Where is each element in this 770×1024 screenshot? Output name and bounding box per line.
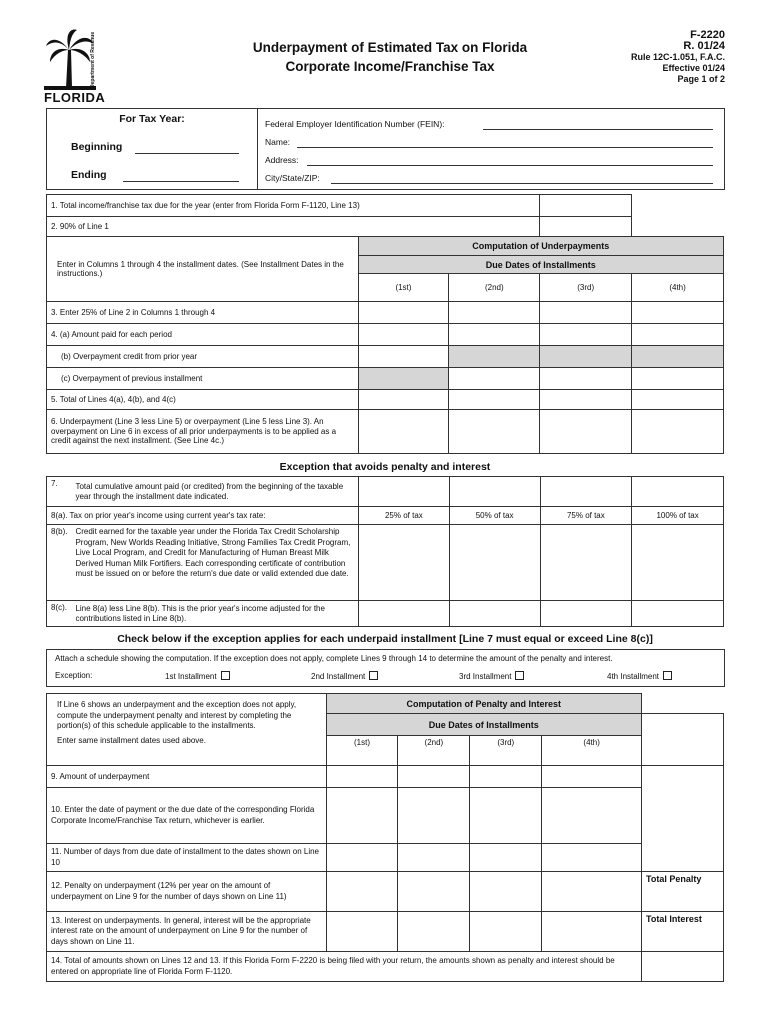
installment3-check[interactable] [459,671,524,681]
col-3rd[interactable]: (3rd) [540,274,632,302]
line8c-num: 8(c). [47,601,72,627]
line2-row [47,217,724,237]
line2-amount[interactable] [540,217,632,237]
p2-col-4th[interactable]: (4th) [542,736,642,766]
line2-label: 2. 90% of Line 1 [47,217,540,237]
line1-row [47,195,724,217]
line4c-label: (c) Overpayment of previous installment [47,368,359,390]
title-line1: Underpayment of Estimated Tax on Florida [252,40,528,55]
form-revision: R. 01/24 [683,40,725,52]
installment4-check[interactable] [607,671,672,681]
name-field[interactable] [297,137,713,148]
line8c-row [47,601,724,627]
city-label: City/State/ZIP: [265,173,320,183]
p2-col-3rd[interactable]: (3rd) [470,736,542,766]
line6-label: 6. Underpayment (Line 3 less Line 5) or overpayment (Line 5 less Line 3). An overpayment on Line 6 in excess of all prior underpayments is to be applied as a credit against the next installment. (See Line 4c.) [47,410,359,454]
line11-row [47,844,724,872]
logo-wordmark: FLORIDA [44,90,106,105]
penalty-instr-dates: Enter same installment dates used above. [57,735,206,745]
palm-tree-icon [44,28,96,90]
line14-total[interactable] [642,952,724,982]
city-field[interactable] [331,173,713,184]
form-number: F-2220 [690,29,725,41]
ending-label: Ending [71,169,107,181]
form-rule: Rule 12C-1.051, F.A.C. [630,52,725,62]
line10-label: 10. Enter the date of payment or the due date of the corresponding Florida Corporate Income/Franchise Tax return, whichever is earlier. [47,788,327,844]
line1-amount[interactable] [540,195,632,217]
line7-num: 7. [47,477,72,507]
p2-due-dates-header: Due Dates of Installments [326,714,642,736]
form-title [200,38,580,76]
name-label: Name: [265,137,291,147]
penalty-table [46,693,724,982]
taxpayer-info-box [46,108,725,190]
beginning-date-field[interactable] [135,141,239,154]
line4a-row [47,324,724,346]
line8a-row [47,507,724,525]
line12-row [47,872,724,912]
col-4th[interactable]: (4th) [632,274,724,302]
col-1st[interactable]: (1st) [358,274,449,302]
form-number-block [631,30,725,85]
line6-row [47,410,724,454]
penalty-instr-text: If Line 6 shows an underpayment and the exception does not apply, compute the underpayment penalty and interest by completing the portion(s) of this schedule applicable to the installments. [57,700,297,730]
line8c-label: Line 8(a) less Line 8(b). This is the prior year's income adjusted for the contributions listed in Line 8(b). [71,601,358,627]
pct-75[interactable]: 75% of tax [540,507,632,525]
line11-label: 11. Number of days from due date of installment to the dates shown on Line 10 [47,844,327,872]
logo-vertical-text: Department of Revenue [90,31,96,88]
line3-row [47,302,724,324]
line7-row [47,477,724,507]
line3-label: 3. Enter 25% of Line 2 in Columns 1 through 4 [47,302,359,324]
line8b-row [47,525,724,601]
form-effective: Effective 01/24 [662,63,725,73]
computation-penalty-header: Computation of Penalty and Interest [326,694,642,714]
p2-header-row [47,694,724,714]
exception-label: Exception: [55,671,93,680]
address-field[interactable] [307,155,713,166]
installment1-label: 1st Installment [165,672,217,681]
total-interest[interactable]: Total Interest [642,912,724,952]
pct-100[interactable]: 100% of tax [632,507,724,525]
line14-label: 14. Total of amounts shown on Lines 12 and 13. If this Florida Form F-2220 is being filed with your return, the amounts shown as penalty and interest should be entered on appropriate line of Florida Form F-1120. [47,952,642,982]
due-dates-header: Due Dates of Installments [358,256,723,274]
fein-label: Federal Employer Identification Number (FEIN): [265,119,445,129]
fein-field[interactable] [483,119,713,130]
installment2-label: 2nd Installment [311,672,366,681]
checkbox-icon[interactable] [369,671,378,680]
installment-dates-instructions: Enter in Columns 1 through 4 the installment dates. (See Installment Dates in the instructions.) [47,237,359,302]
col-2nd[interactable]: (2nd) [449,274,540,302]
installment2-check[interactable] [311,671,378,681]
pct-50[interactable]: 50% of tax [449,507,540,525]
beginning-label: Beginning [71,141,123,153]
checkbox-icon[interactable] [515,671,524,680]
check-box [46,649,725,687]
line10-row [47,788,724,844]
checkbox-icon[interactable] [221,671,230,680]
exception-title: Exception that avoids penalty and interest [279,461,491,473]
line5-label: 5. Total of Lines 4(a), 4(b), and 4(c) [47,390,359,410]
line12-label: 12. Penalty on underpayment (12% per year on the amount of underpayment on Line 9 for the number of days shown on Line 11) [47,872,327,912]
attach-note: Attach a schedule showing the computation. If the exception does not apply, complete Lines 9 through 14 to determine the amount of the penalty and interest. [55,654,613,663]
p2-col-2nd[interactable]: (2nd) [398,736,470,766]
line4a-label: 4. (a) Amount paid for each period [47,324,359,346]
line8b-label: Credit earned for the taxable year under the Florida Tax Credit Scholarship Program, New Worlds Reading Initiative, Strong Families Tax Credit Program, Live Local Program, and Credit for Manufacturing of Human Breast Milk Derived Human Milk Fortifiers. Each corresponding certificate of contribution must be issued on or before the return's due date or valid extended due date. [71,525,358,601]
check-title: Check below if the exception applies for each underpaid installment [Line 7 must equal or exceed Line 8(c)] [117,633,653,645]
address-label: Address: [265,155,299,165]
line9-label: 9. Amount of underpayment [47,766,327,788]
underpayment-table [46,194,724,454]
line4c-row [47,368,724,390]
line8a-label: 8(a). Tax on prior year's income using current year's tax rate: [47,507,359,525]
comp-header-row [47,237,724,256]
line13-row [47,912,724,952]
exception-table [46,476,724,627]
line4b-row [47,346,724,368]
installment4-label: 4th Installment [607,672,660,681]
line14-row [47,952,724,982]
installment3-label: 3rd Installment [459,672,512,681]
p2-col-1st[interactable]: (1st) [326,736,398,766]
line13-label: 13. Interest on underpayments. In general, interest will be the appropriate interest rate on the amount of underpayment on Line 9 for the number of days shown on Line 11. [47,912,327,952]
line8b-num: 8(b). [47,525,72,601]
ending-date-field[interactable] [123,169,239,182]
line4b-label: (b) Overpayment credit from prior year [47,346,359,368]
tax-year-section [47,109,258,189]
total-penalty[interactable]: Total Penalty [642,872,724,912]
tax-year-heading: For Tax Year: [119,113,185,125]
page-number: Page 1 of 2 [677,74,725,84]
line7-label: Total cumulative amount paid (or credited) from the beginning of the taxable year through the installment date indicated. [71,477,358,507]
pct-25[interactable]: 25% of tax [359,507,450,525]
installment1-check[interactable] [165,671,230,681]
line5-row [47,390,724,410]
checkbox-icon[interactable] [663,671,672,680]
line9-row [47,766,724,788]
line1-label: 1. Total income/franchise tax due for the year (enter from Florida Form F-1120, Line 13) [47,195,540,217]
penalty-instructions [47,694,327,766]
computation-underpayments-header: Computation of Underpayments [358,237,723,256]
title-line2: Corporate Income/Franchise Tax [285,59,495,74]
